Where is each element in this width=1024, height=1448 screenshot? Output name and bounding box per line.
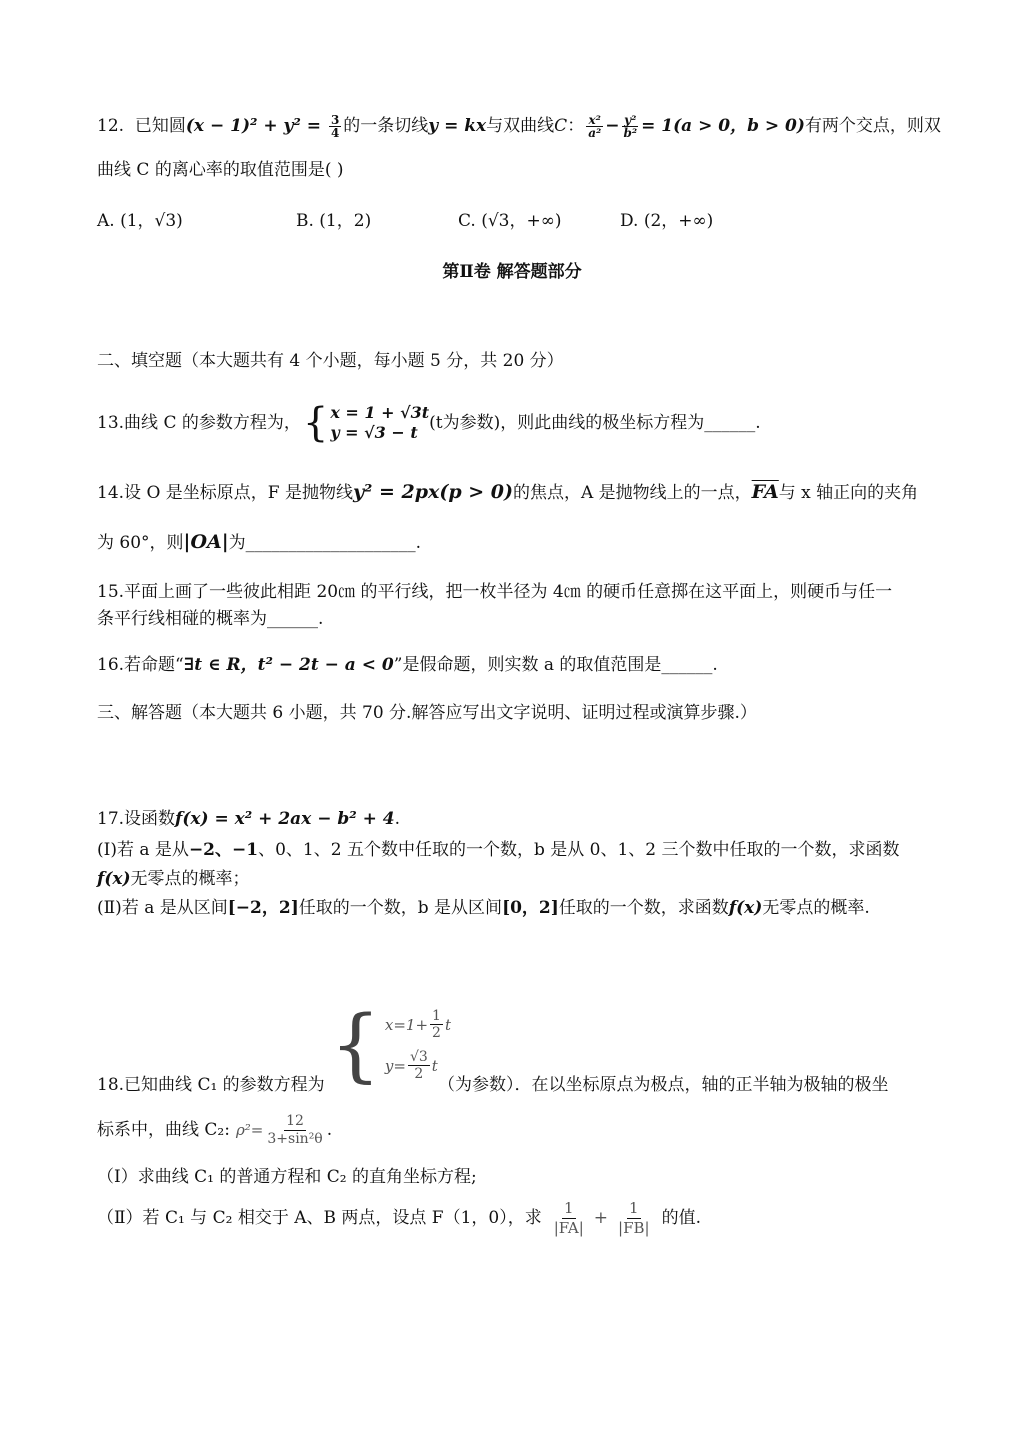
question-16 bbox=[97, 653, 718, 677]
function-definition: f(x) = x² + 2ax − b² + 4 bbox=[175, 809, 395, 829]
question-18-line1-suffix: （为参数）．在以坐标原点为极点，轴的正半轴为极轴的极坐 bbox=[438, 1075, 889, 1095]
question-17-part2 bbox=[97, 896, 870, 920]
text: (t为参数)，则此曲线的极坐标方程为______. bbox=[429, 413, 761, 433]
text: 为 60°，则 bbox=[97, 533, 184, 553]
option-b-text: B. (1，2) bbox=[296, 211, 372, 231]
plus: + bbox=[593, 1208, 609, 1228]
text: 为____________________. bbox=[228, 533, 422, 553]
text: t bbox=[431, 1056, 438, 1075]
frac-den: 3+sin²θ bbox=[267, 1130, 323, 1147]
q18-parametric-system bbox=[330, 995, 451, 1095]
function-name: f(x) bbox=[728, 898, 763, 918]
frac-num: 3 bbox=[330, 113, 340, 127]
question-number: 12. bbox=[97, 116, 125, 136]
vector-fa: $\overline{FA}$ bbox=[751, 481, 779, 503]
circle-equation: (x − 1)² + y² = bbox=[185, 116, 327, 136]
fraction-half bbox=[430, 1008, 443, 1041]
text: 的一条切线 bbox=[343, 116, 429, 136]
interval-b: [0，2] bbox=[502, 898, 559, 918]
fraction-three-quarters bbox=[329, 114, 341, 139]
option-d bbox=[620, 209, 713, 233]
text: （Ⅱ）若 C₁ 与 C₂ 相交于 A、B 两点，设点 F（1，0），求 bbox=[97, 1208, 542, 1228]
tangent-equation: y = kx bbox=[428, 116, 487, 136]
parametric-system bbox=[330, 403, 429, 443]
fraction-1-over-fb bbox=[616, 1199, 652, 1238]
function-name: f(x) bbox=[97, 869, 131, 889]
frac-den: |FA| bbox=[553, 1218, 584, 1237]
frac-num: 1 bbox=[563, 1198, 574, 1217]
text: 的焦点，A 是抛物线上的一点， bbox=[512, 483, 752, 503]
text: 无零点的概率. bbox=[762, 898, 870, 918]
text: 13.曲线 C 的参数方程为， bbox=[97, 413, 301, 433]
text: 17.设函数 bbox=[97, 809, 176, 829]
rho-squared: ρ²= bbox=[235, 1121, 264, 1139]
frac-num: 1 bbox=[629, 1198, 639, 1217]
system-x bbox=[385, 1008, 451, 1041]
text: 16.若命题“ bbox=[97, 655, 184, 675]
frac-den: b² bbox=[623, 126, 638, 140]
fraction-1-over-fa bbox=[552, 1199, 586, 1238]
option-c-text: C. (√3，+∞) bbox=[458, 211, 562, 231]
frac-num: √3 bbox=[409, 1049, 428, 1065]
text: 与双曲线 bbox=[486, 116, 555, 136]
option-d-text: D. (2，+∞) bbox=[620, 211, 714, 231]
question-13 bbox=[97, 398, 761, 448]
frac-den: a² bbox=[588, 126, 602, 140]
text: x=1+ bbox=[384, 1015, 429, 1034]
text: 任取的一个数，b 是从区间 bbox=[298, 898, 503, 918]
text: 与 x 轴正向的夹角 bbox=[778, 483, 919, 503]
text: y= bbox=[384, 1056, 406, 1075]
question-14-line1 bbox=[97, 480, 918, 505]
system-lines bbox=[385, 1008, 451, 1082]
frac-num: 12 bbox=[286, 1112, 304, 1129]
question-18-part2 bbox=[97, 1195, 701, 1241]
text: 有两个交点，则双 bbox=[804, 116, 941, 136]
option-c bbox=[458, 209, 562, 233]
frac-num: x² bbox=[588, 113, 601, 127]
question-18-line1: 18.已知曲线 C₁ 的参数方程为 bbox=[97, 1075, 325, 1095]
text: (Ⅱ)若 a 是从区间 bbox=[97, 898, 228, 918]
text: 无零点的概率； bbox=[130, 869, 250, 889]
fraction-polar bbox=[265, 1113, 324, 1148]
vector-oa-magnitude: |OA| bbox=[183, 531, 229, 553]
question-12-line1 bbox=[97, 114, 941, 139]
interval-a: [−2，2] bbox=[227, 898, 299, 918]
option-a bbox=[97, 209, 183, 233]
section-3-heading: 三、解答题（本大题共 6 小题，共 70 分.解答应写出文字说明、证明过程或演算步骤.） bbox=[97, 703, 757, 723]
text: t bbox=[444, 1015, 451, 1034]
minus: − bbox=[605, 116, 620, 136]
frac-den: 2 bbox=[414, 1066, 424, 1082]
text: ”是假命题，则实数 a 的取值范围是______. bbox=[393, 655, 718, 675]
number-list: −2、−1 bbox=[188, 840, 259, 860]
fraction-y2-b2 bbox=[621, 114, 639, 139]
part-2-title: 第Ⅱ卷 解答题部分 bbox=[442, 262, 582, 282]
frac-den: 2 bbox=[432, 1025, 441, 1041]
frac-num: y² bbox=[624, 113, 637, 127]
question-17-part1-cont bbox=[97, 867, 250, 891]
frac-den: |FB| bbox=[618, 1218, 650, 1237]
fraction-sqrt3-2 bbox=[408, 1049, 430, 1082]
question-15-line2: 条平行线相碰的概率为______. bbox=[97, 609, 324, 629]
hyperbola-equation: = 1(a > 0，b > 0) bbox=[641, 116, 805, 136]
text: 已知圆 bbox=[134, 116, 186, 136]
brace: { bbox=[302, 400, 329, 446]
option-b bbox=[296, 209, 371, 233]
question-18-line2: 标系中，曲线 C₂: ρ²= $\frac{12}{\text{3+sin²θ}}$ . bbox=[97, 1112, 333, 1147]
frac-num: 1 bbox=[432, 1008, 441, 1024]
curve-name: C bbox=[554, 116, 568, 136]
proposition: ∃t ∈ R，t² − 2t − a < 0 bbox=[183, 655, 394, 675]
text: ： bbox=[567, 116, 585, 136]
option-a-text: A. (1，√3) bbox=[97, 211, 183, 231]
question-18-part1: （Ⅰ）求曲线 C₁ 的普通方程和 C₂ 的直角坐标方程; bbox=[97, 1167, 477, 1187]
question-17-part1 bbox=[97, 838, 900, 862]
question-12-line2: 曲线 C 的离心率的取值范围是( ) bbox=[97, 160, 344, 180]
text: 、0、1、2 五个数中任取的一个数，b 是从 0、1、2 三个数中任取的一个数，求函数 bbox=[258, 840, 900, 860]
text: (Ⅰ)若 a 是从 bbox=[97, 840, 189, 860]
parabola-equation: y² = 2px(p > 0) bbox=[352, 481, 513, 503]
question-14-line2 bbox=[97, 530, 421, 555]
question-17-line1: 17.设函数f(x) = x² + 2ax − b² + 4. bbox=[97, 809, 401, 829]
question-15-line1: 15.平面上画了一些彼此相距 20㎝ 的平行线，把一枚半径为 4㎝ 的硬币任意掷在这平面上，则硬币与任一 bbox=[97, 582, 893, 602]
equation-x: x = 1 + √3t bbox=[330, 403, 430, 422]
equation-y: y = √3 − t bbox=[330, 423, 418, 442]
fraction-x2-a2 bbox=[586, 114, 603, 139]
text: 标系中，曲线 C₂: bbox=[97, 1120, 230, 1140]
brace: { bbox=[330, 998, 381, 1091]
frac-den: 4 bbox=[330, 126, 340, 140]
section-2-heading: 二、填空题（本大题共有 4 个小题，每小题 5 分，共 20 分） bbox=[97, 351, 564, 371]
text: 的值. bbox=[661, 1208, 701, 1228]
text: 任取的一个数，求函数 bbox=[558, 898, 729, 918]
text: 14.设 O 是坐标原点，F 是抛物线 bbox=[97, 483, 353, 503]
